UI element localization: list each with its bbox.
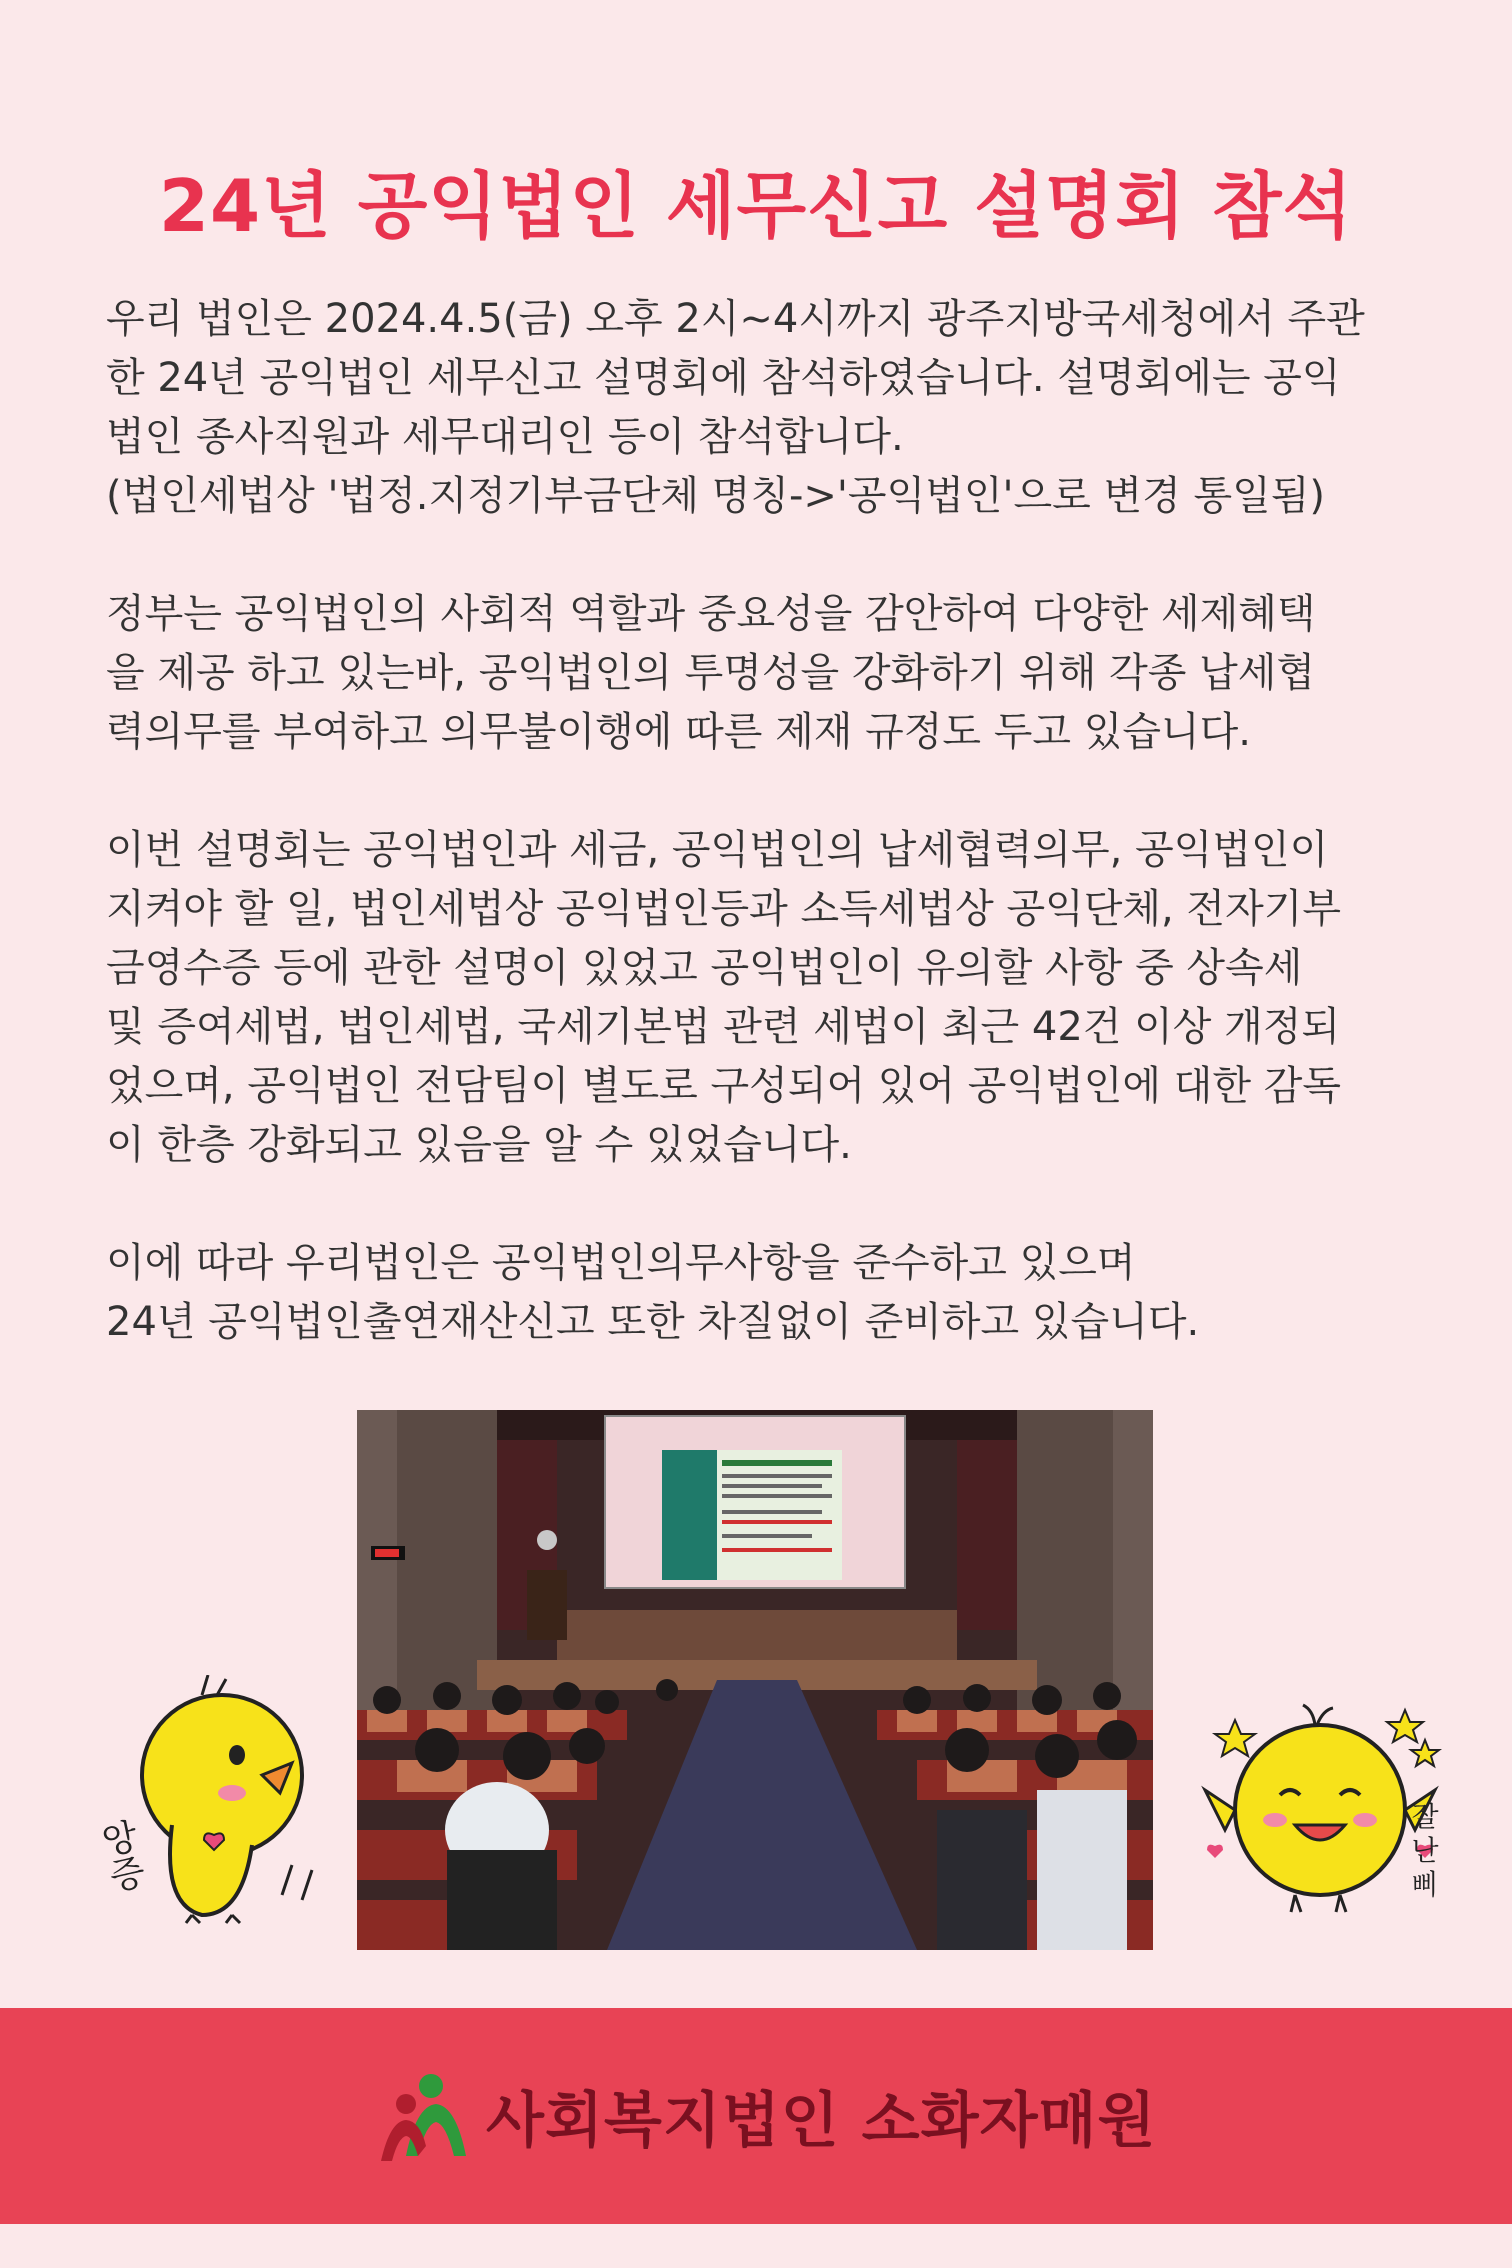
organization-name: 사회복지법인 소화자매원 <box>486 2086 1157 2156</box>
right-sticker-caption: 잘 난 삐 <box>1411 1800 1439 1901</box>
seminar-photo <box>357 1410 1153 1950</box>
people-logo-icon <box>376 2066 476 2166</box>
page-title: 24년 공익법인 세무신고 설명회 참석 <box>158 164 1354 248</box>
left-sticker-caption: 앙증 <box>92 1816 149 1896</box>
article-body <box>106 290 1416 1411</box>
seminar-photo-illustration <box>357 1410 1153 1950</box>
paragraph-4: 이에 따라 우리법인은 공익법인의무사항을 준수하고 있으며 24년 공익법인출연재산신고 또한 차질없이 준비하고 있습니다. <box>106 1240 1200 1345</box>
footer-banner <box>0 2008 1512 2224</box>
footer-brand <box>376 2056 1156 2176</box>
paragraph-2: 정부는 공익법인의 사회적 역할과 중요성을 감안하여 다양한 세제혜택 을 제공 하고 있는바, 공익법인의 투명성을 강화하기 위해 각종 납세협 력의무를 부여하고 의무불이행에 따른 제재 규정도 두고 있습니다. <box>106 591 1316 755</box>
paragraph-1: 우리 법인은 2024.4.5(금) 오후 2시~4시까지 광주지방국세청에서 주관 한 24년 공익법인 세무신고 설명회에 참석하였습니다. 설명회에는 공익 법인 종사직원과 세무대리인 등이 참석합니다. (법인세법상 '법정.지정기부금단체 명칭->'공익법인'으로 변경 통일됨) <box>106 296 1365 519</box>
paragraph-3: 이번 설명회는 공익법인과 세금, 공익법인의 납세협력의무, 공익법인이 지켜야 할 일, 법인세법상 공익법인등과 소득세법상 공익단체, 전자기부 금영수증 등에 관한 설명이 있었고 공익법인이 유의할 사항 중 상속세 및 증여세법, 법인세법, 국세기본법 관련 세법이 최근 42건 이상 개정되 었으며, 공익법인 전담팀이 별도로 구성되어 있어 공익법인에 대한 감독 이 한층 강화되고 있음을 알 수 있었습니다. <box>106 827 1341 1168</box>
